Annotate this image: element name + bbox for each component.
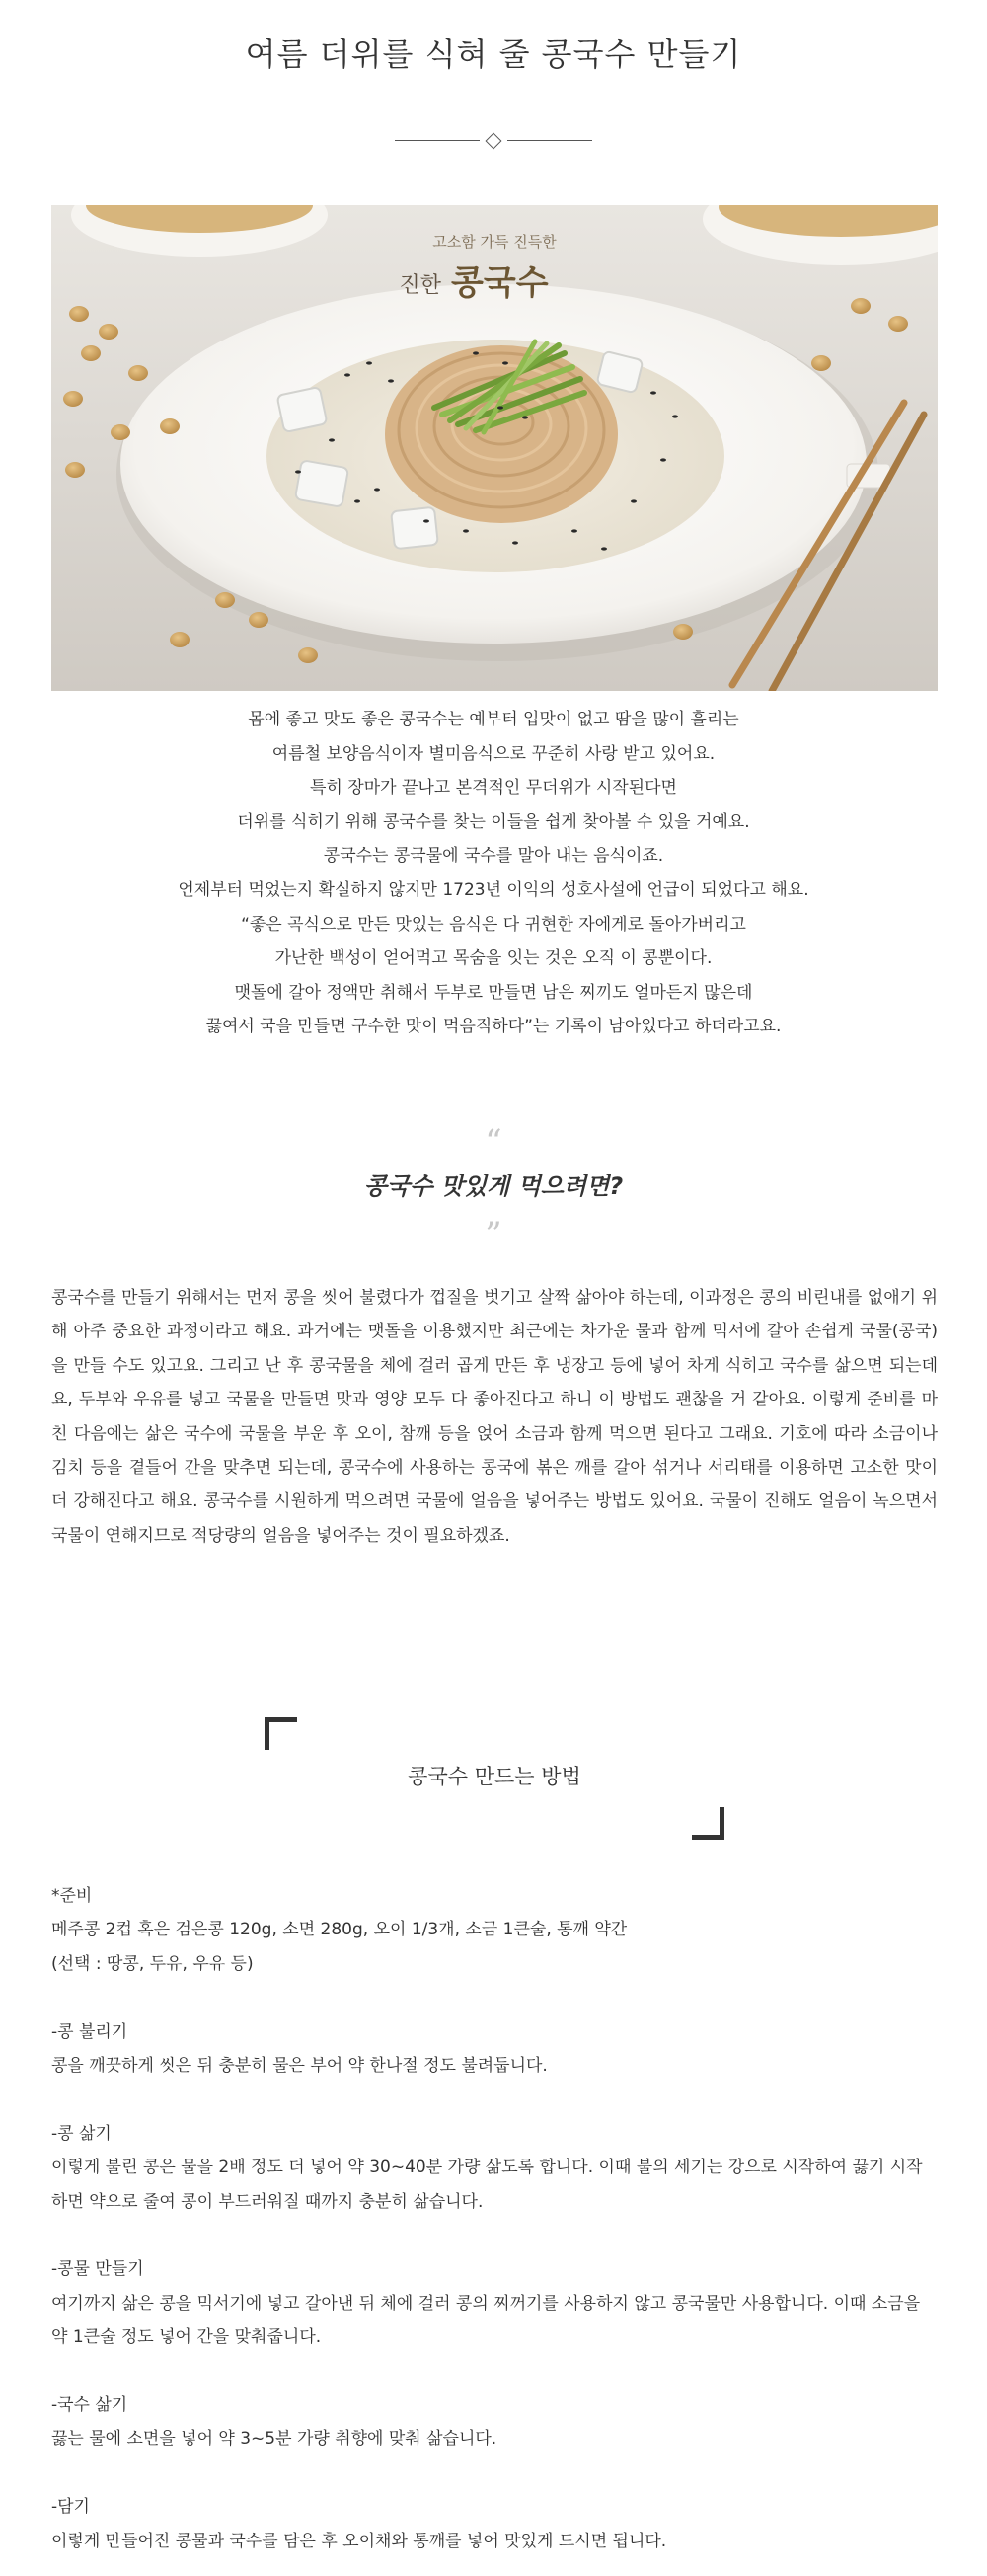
noodles bbox=[385, 345, 618, 523]
recipe-heading: -콩 삶기 bbox=[51, 2123, 112, 2144]
quote-close-icon: ” bbox=[485, 1215, 502, 1254]
recipe-text: 이렇게 만들어진 콩물과 국수를 담은 후 오이채와 통깨를 넣어 맛있게 드시면 됩니다. bbox=[51, 2531, 667, 2551]
body-paragraph: 콩국수를 만들기 위해서는 먼저 콩을 씻어 불렸다가 껍질을 벗기고 살짝 삶아야 하는데, 이과정은 콩의 비린내를 없애기 위해 아주 중요한 과정이라고 해요. 과거에는 맷돌을 이용했지만 최근에는 차가운 물과 함께 믹서에 갈아 손쉽게 국물(콩국)을 만들 수도 있고요. 그리고 난 후 콩국물을 체에 걸러 곱게 만든 후 냉장고 등에 넣어 차게 식히고 국수를 삶으면 되는데요, 두부와 우유를 넣고 국물을 만들면 맛과 영양 모두 다 좋아진다고 하니 이 방법도 괜찮을 거 같아요. 이렇게 준비를 마친 다음에는 삶은 국수에 국물을 부운 후 오이, 참깨 등을 얹어 소금과 함께 먹으면 된다고 그래요. 기호에 따라 소금이나 김치 등을 곁들어 간을 맞추면 되는데, 콩국수에 사용하는 콩국에 볶은 깨를 갈아 섞거나 서리태를 이용하면 고소한 맛이 더 강해진다고 해요. 콩국수를 시원하게 먹으려면 국물에 얼음을 넣어주는 방법도 있어요. 국물이 진해도 얼음이 녹으면서 국물이 연해지므로 적당량의 얼음을 넣어주는 것이 필요하겠죠. bbox=[51, 1288, 938, 1546]
hero-subtitle: 고소함 가득 진득한 bbox=[432, 233, 557, 251]
hero-brand-prefix: 진한 bbox=[399, 273, 441, 298]
recipe-section-plate bbox=[51, 2490, 938, 2558]
recipe-section-noodles bbox=[51, 2388, 938, 2457]
recipe-text: 이렇게 불린 콩은 물을 2배 정도 더 넣어 약 30~40분 가량 삶도록 합니다. 이때 불의 세기는 강으로 시작하여 끓기 시작하면 약으로 줄여 콩이 부드러워질 때까지 충분히 삶습니다. bbox=[51, 2158, 923, 2212]
hero-brand-main: 콩국수 bbox=[451, 264, 549, 303]
divider-line-right bbox=[507, 140, 592, 141]
intro-line: 맷돌에 갈아 정액만 취해서 두부로 만들면 남은 찌끼도 얼마든지 많은데 bbox=[234, 982, 753, 1003]
hero-image bbox=[51, 205, 938, 691]
recipe-heading: -담기 bbox=[51, 2497, 90, 2518]
intro-line: “좋은 곡식으로 만든 맛있는 음식은 다 귀현한 자에게로 돌아가버리고 bbox=[241, 914, 746, 935]
recipe-steps bbox=[51, 1879, 938, 2558]
method-heading-box bbox=[265, 1717, 724, 1840]
recipe-heading: -국수 삶기 bbox=[51, 2395, 128, 2416]
title-divider bbox=[395, 134, 592, 148]
recipe-heading: -콩물 만들기 bbox=[51, 2259, 144, 2280]
recipe-section-broth bbox=[51, 2252, 938, 2354]
optional-ingredients-line: (선택 : 땅콩, 두유, 우유 등) bbox=[51, 1953, 254, 1974]
divider-line-left bbox=[395, 140, 480, 141]
quote-title: 콩국수 맛있게 먹으려면? bbox=[363, 1173, 624, 1200]
intro-line: 언제부터 먹었는지 확실하지 않지만 1723년 이익의 성호사설에 언급이 되었다고 해요. bbox=[178, 879, 809, 900]
recipe-section-boil-beans bbox=[51, 2117, 938, 2219]
corner-bracket-bottom-right-icon bbox=[692, 1807, 724, 1840]
recipe-heading: *준비 bbox=[51, 1886, 93, 1906]
ingredients-line: 메주콩 2컵 혹은 검은콩 120g, 소면 280g, 오이 1/3개, 소금 1큰술, 통깨 약간 bbox=[51, 1920, 628, 1940]
recipe-text: 여기까지 삶은 콩을 믹서기에 넣고 갈아낸 뒤 체에 걸러 콩의 찌꺼기를 사용하지 않고 콩국물만 사용합니다. 이때 소금을 약 1큰술 정도 넣어 간을 맞춰줍니다. bbox=[51, 2293, 921, 2348]
intro-line: 몸에 좋고 맛도 좋은 콩국수는 예부터 입맛이 없고 땀을 많이 흘리는 bbox=[248, 710, 739, 729]
divider-diamond-icon bbox=[486, 133, 502, 150]
recipe-text: 콩을 깨끗하게 씻은 뒤 충분히 물은 부어 약 한나절 정도 불려둡니다. bbox=[51, 2056, 548, 2077]
recipe-section-prep bbox=[51, 1879, 938, 1981]
corner-bracket-top-left-icon bbox=[265, 1717, 297, 1750]
recipe-text: 끓는 물에 소면을 넣어 약 3~5분 가량 취향에 맞춰 삶습니다. bbox=[51, 2429, 497, 2450]
intro-line: 더위를 식히기 위해 콩국수를 찾는 이들을 쉽게 찾아볼 수 있을 거예요. bbox=[237, 811, 750, 832]
intro-line: 특히 장마가 끝나고 본격적인 무더위가 시작된다면 bbox=[310, 778, 677, 798]
intro-line: 끓여서 국을 만들면 구수한 맛이 먹음직하다”는 기록이 남아있다고 하더라고요. bbox=[205, 1017, 782, 1037]
intro-line: 여름철 보양음식이자 별미음식으로 꾸준히 사랑 받고 있어요. bbox=[271, 743, 716, 764]
intro-text bbox=[0, 703, 987, 1044]
recipe-section-soak bbox=[51, 2015, 938, 2084]
intro-line: 콩국수는 콩국물에 국수를 말아 내는 음식이죠. bbox=[323, 846, 664, 867]
page-title: 여름 더위를 식혀 줄 콩국수 만들기 bbox=[245, 36, 742, 73]
method-title: 콩국수 만드는 방법 bbox=[408, 1765, 581, 1788]
recipe-heading: -콩 불리기 bbox=[51, 2021, 128, 2042]
quote-open-icon: “ bbox=[485, 1122, 502, 1162]
intro-line: 가난한 백성이 얻어먹고 목숨을 잇는 것은 오직 이 콩뿐이다. bbox=[274, 948, 713, 969]
